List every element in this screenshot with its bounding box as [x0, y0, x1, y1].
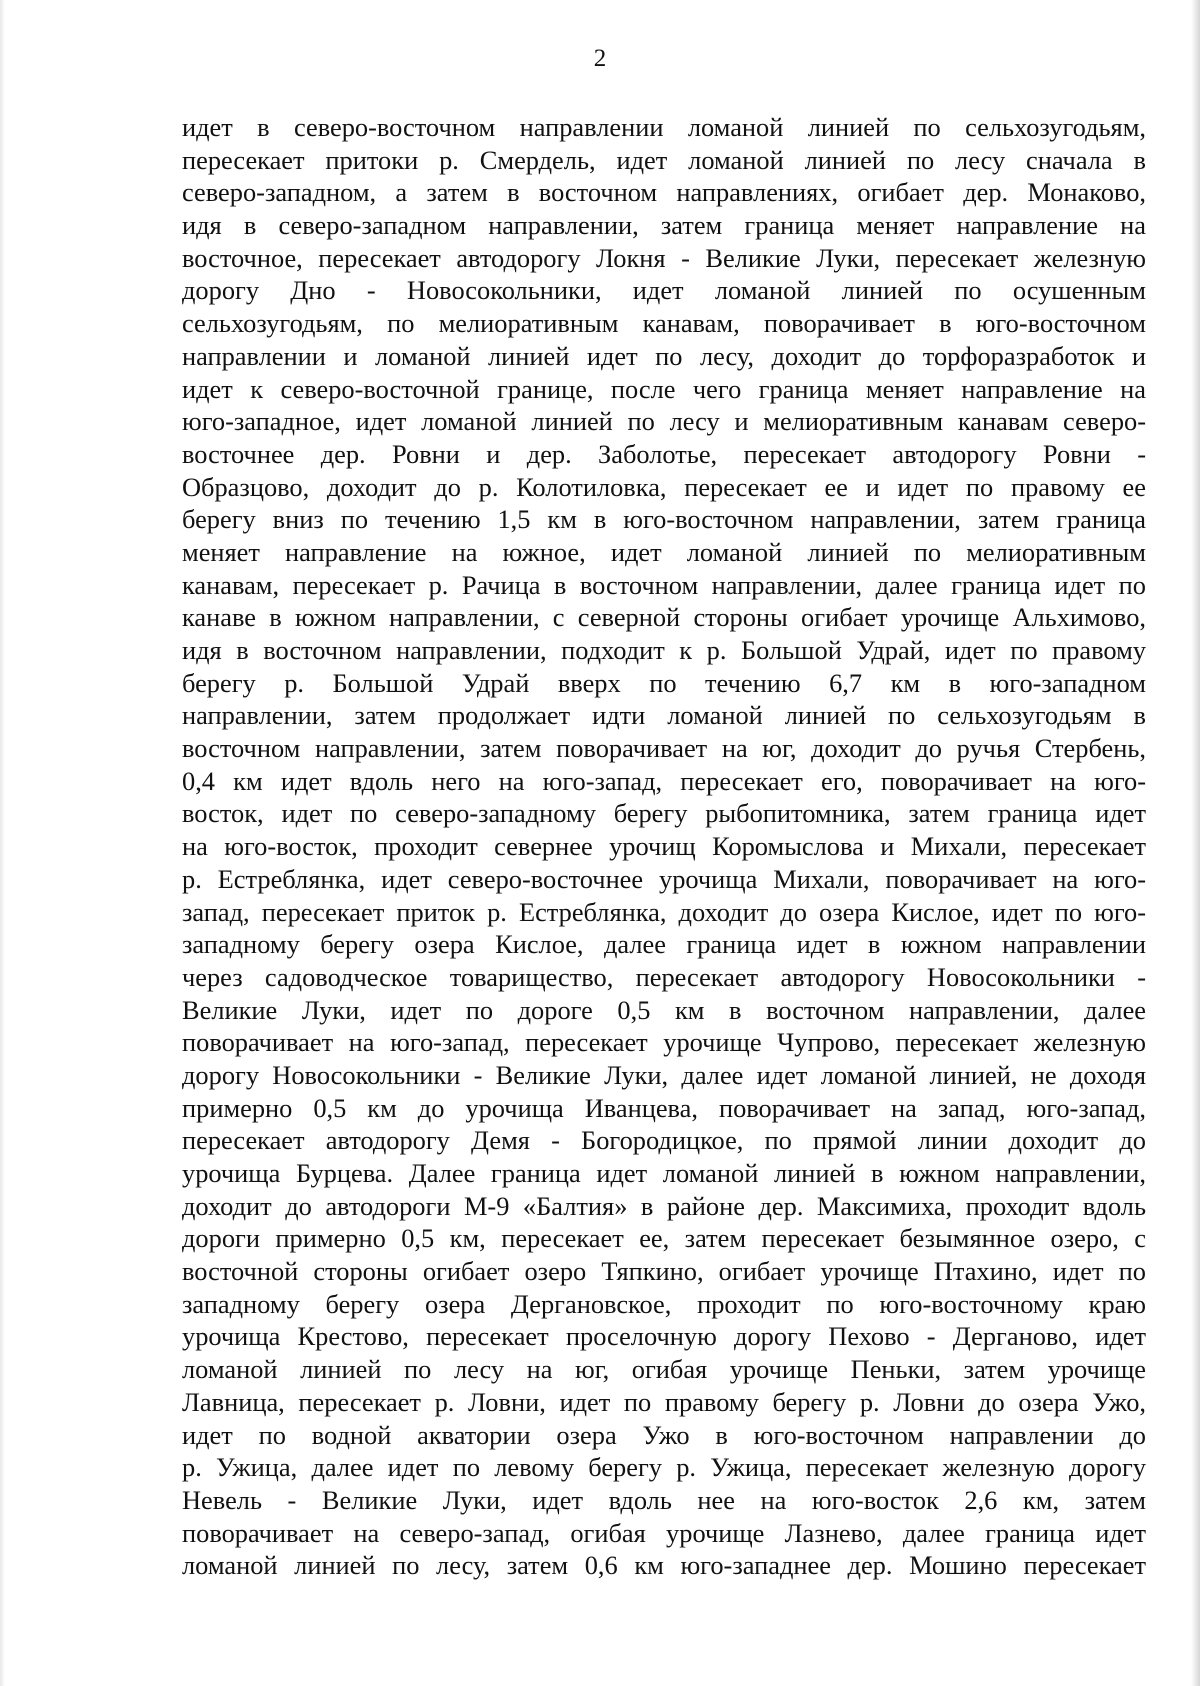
text-line: 0,4 км идет вдоль него на юго-запад, пересекает его, поворачивает на юго- [182, 765, 1146, 796]
text-line: сельхозугодьям, по мелиоративным канавам, поворачивает в юго-восточном [182, 308, 1146, 339]
text-line: поворачивает на северо-запад, огибая урочище Лазнево, далее граница идет [182, 1517, 1146, 1548]
text-line: Великие Луки, идет по дороге 0,5 км в восточном направлении, далее [182, 994, 1146, 1025]
text-line: канаве в южном направлении, с северной стороны огибает урочище Альхимово, [182, 602, 1146, 633]
text-line: р. Естреблянка, идет северо-восточнее урочища Михали, поворачивает на юго- [182, 863, 1146, 894]
text-line: пересекает автодорогу Демя - Богородицкое, по прямой линии доходит до [182, 1125, 1146, 1156]
text-line: дорогу Дно - Новосокольники, идет ломаной линией по осушенным [182, 275, 1146, 306]
text-line: идя в северо-западном направлении, затем граница меняет направление на [182, 210, 1146, 241]
text-line: идет по водной акватории озера Ужо в юго-восточном направлении до [182, 1419, 1146, 1450]
text-line: дорогу Новосокольники - Великие Луки, далее идет ломаной линией, не доходя [182, 1059, 1146, 1090]
text-line: восточном направлении, затем поворачивает на юг, доходит до ручья Стербень, [182, 733, 1146, 764]
text-line: Образцово, доходит до р. Колотиловка, пересекает ее и идет по правому ее [182, 471, 1146, 502]
scan-edge-right [1191, 0, 1200, 1686]
text-line: урочища Бурцева. Далее граница идет ломаной линией в южном направлении, [182, 1158, 1146, 1188]
text-line: меняет направление на южное, идет ломаной линией по мелиоративным [182, 536, 1146, 567]
text-line: канавам, пересекает р. Рачица в восточном направлении, далее граница идет по [182, 569, 1146, 600]
text-line: западному берегу озера Кислое, далее граница идет в южном направлении [182, 929, 1146, 960]
text-line: доходит до автодороги М-9 «Балтия» в районе дер. Максимиха, проходит вдоль [182, 1190, 1146, 1221]
text-line: восточное, пересекает автодорогу Локня - Великие Луки, пересекает железную [182, 242, 1146, 273]
text-line: запад, пересекает приток р. Естреблянка, доходит до озера Кислое, идет по юго- [182, 896, 1146, 927]
text-line: урочища Крестово, пересекает проселочную дорогу Пехово - Дерганово, идет [182, 1321, 1146, 1352]
body-text [182, 111, 1146, 1582]
text-line: направлении и ломаной линией идет по лесу, доходит до торфоразработок и [182, 340, 1146, 371]
text-line: идя в восточном направлении, подходит к р. Большой Удрай, идет по правому [182, 635, 1146, 665]
text-line: берегу вниз по течению 1,5 км в юго-восточном направлении, затем граница [182, 504, 1146, 535]
text-line: ломаной линией по лесу на юг, огибая урочище Пеньки, затем урочище [182, 1354, 1146, 1385]
text-line: через садоводческое товарищество, пересекает автодорогу Новосокольники - [182, 961, 1146, 992]
text-line: пересекает притоки р. Смердель, идет ломаной линией по лесу сначала в [182, 144, 1146, 175]
text-line: идет в северо-восточном направлении ломаной линией по сельхозугодьям, [182, 112, 1146, 142]
text-line: дороги примерно 0,5 км, пересекает ее, затем пересекает безымянное озеро, с [182, 1223, 1146, 1254]
text-line: ломаной линией по лесу, затем 0,6 км юго-западнее дер. Мошино пересекает [182, 1550, 1146, 1581]
page-number: 2 [593, 45, 607, 72]
text-line: на юго-восток, проходит севернее урочищ Коромыслова и Михали, пересекает [182, 831, 1146, 862]
scan-edge-left [0, 0, 5, 1686]
text-line: р. Ужица, далее идет по левому берегу р. Ужица, пересекает железную дорогу [182, 1452, 1146, 1483]
text-line: восточной стороны огибает озеро Тяпкино, огибает урочище Птахино, идет по [182, 1256, 1146, 1287]
text-line: примерно 0,5 км до урочища Иванцева, поворачивает на запад, юго-запад, [182, 1092, 1146, 1123]
text-line: идет к северо-восточной границе, после чего граница меняет направление на [182, 373, 1146, 404]
text-line: юго-западное, идет ломаной линией по лесу и мелиоративным канавам северо- [182, 406, 1146, 437]
text-line: Невель - Великие Луки, идет вдоль нее на юго-восток 2,6 км, затем [182, 1484, 1146, 1515]
text-line: Лавница, пересекает р. Ловни, идет по правому берегу р. Ловни до озера Ужо, [182, 1386, 1146, 1417]
text-line: северо-западном, а затем в восточном направлениях, огибает дер. Монаково, [182, 177, 1146, 208]
text-line: восток, идет по северо-западному берегу рыбопитомника, затем граница идет [182, 798, 1146, 829]
text-line: берегу р. Большой Удрай вверх по течению 6,7 км в юго-западном [182, 667, 1146, 698]
text-line: западному берегу озера Дергановское, проходит по юго-восточному краю [182, 1288, 1146, 1319]
text-line: поворачивает на юго-запад, пересекает урочище Чупрово, пересекает железную [182, 1027, 1146, 1058]
text-line: восточнее дер. Ровни и дер. Заболотье, пересекает автодорогу Ровни - [182, 438, 1146, 469]
text-line: направлении, затем продолжает идти ломаной линией по сельхозугодьям в [182, 700, 1146, 731]
